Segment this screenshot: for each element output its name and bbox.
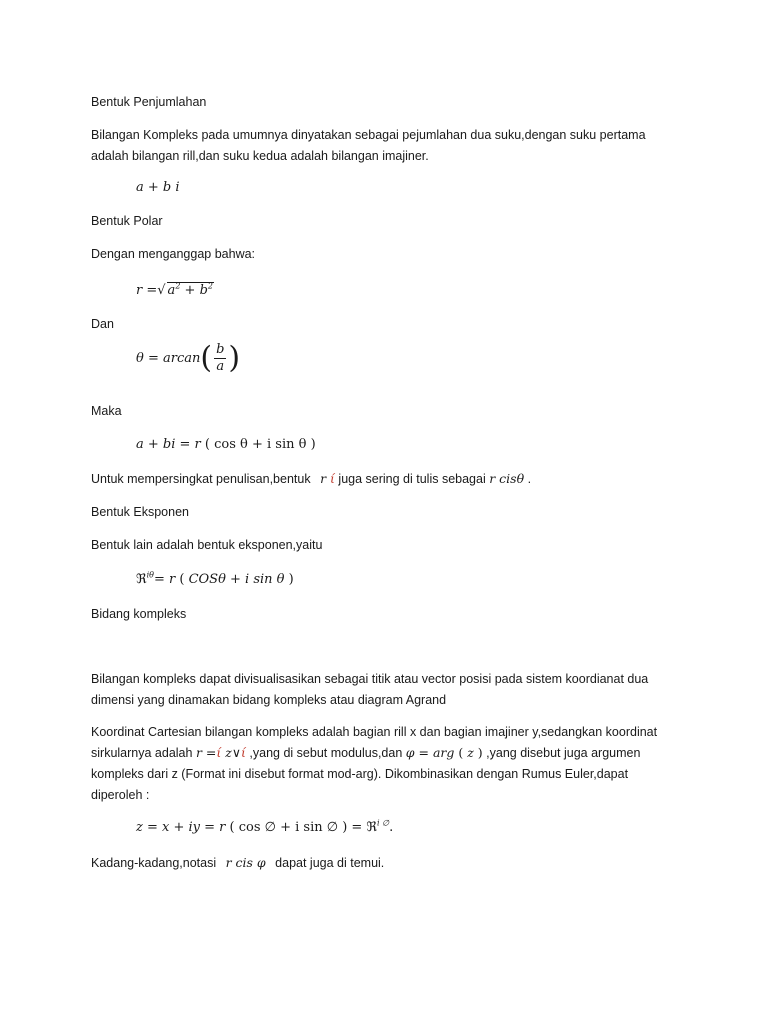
math-part: ί xyxy=(330,471,335,486)
right-paren: ) xyxy=(284,572,294,587)
math-part: ί xyxy=(241,745,246,760)
fraction xyxy=(214,342,226,375)
text-part: ,yang disebut juga argumen xyxy=(486,746,641,760)
left-paren: ( xyxy=(225,820,239,835)
paragraph-line: adalah bilangan rill,dan suku kedua adalah bilangan imajiner. xyxy=(91,149,429,163)
equation-part: = ℜ xyxy=(351,820,378,835)
exponent: iθ xyxy=(146,570,154,580)
paragraph-line xyxy=(91,471,531,487)
paragraph-line: Dan xyxy=(91,317,114,331)
exponent: 2 xyxy=(175,281,181,291)
text-part: dapat juga di temui. xyxy=(275,856,385,870)
left-paren: ( xyxy=(175,572,189,587)
equation-part: COSθ + i sin θ xyxy=(188,572,285,587)
equation-part: a + bi = r xyxy=(136,437,201,452)
text-part: ,yang di sebut modulus,dan xyxy=(249,746,403,760)
equation-part: = r xyxy=(153,572,176,587)
heading-bidang-kompleks: Bidang kompleks xyxy=(91,607,187,621)
paragraph-line: Bentuk lain adalah bentuk eksponen,yaitu xyxy=(91,538,323,552)
inline-math: r cisθ xyxy=(489,471,525,486)
text-part: juga sering di tulis sebagai xyxy=(338,472,486,486)
right-paren: ) xyxy=(306,437,316,452)
equation-euler xyxy=(136,820,393,836)
right-paren: ) xyxy=(338,820,352,835)
sqrt-symbol: √ xyxy=(157,283,166,298)
text-part: Kadang-kadang,notasi xyxy=(91,856,217,870)
exponent: 2 xyxy=(207,281,213,291)
heading-bentuk-penjumlahan: Bentuk Penjumlahan xyxy=(91,95,207,109)
sqrt-radicand xyxy=(167,282,214,299)
equation-part: cos θ + i sin θ xyxy=(214,437,307,452)
paragraph-line xyxy=(91,745,640,761)
inline-math: r cis φ xyxy=(225,855,266,870)
math-part: φ = arg xyxy=(405,745,455,760)
math-part: ί xyxy=(216,745,222,760)
paragraph-line xyxy=(91,855,384,871)
right-paren: ) xyxy=(473,745,483,760)
left-paren: ( xyxy=(454,745,468,760)
equation-part: b xyxy=(199,283,208,298)
numerator: b xyxy=(216,342,225,357)
text-part: Untuk mempersingkat penulisan,bentuk xyxy=(91,472,311,486)
equation-part: r = xyxy=(136,283,158,298)
equation-modulus xyxy=(136,282,214,299)
equation-part: z = x + iy = r xyxy=(136,820,226,835)
math-part: r xyxy=(320,471,327,486)
equation-part: cos ∅ + i sin ∅ xyxy=(238,820,339,835)
paragraph-line: Dengan menganggap bahwa: xyxy=(91,247,256,261)
left-paren: ( xyxy=(200,340,213,376)
equation-polar-form xyxy=(136,437,316,453)
left-paren: ( xyxy=(200,437,215,452)
heading-bentuk-polar: Bentuk Polar xyxy=(91,214,163,228)
math-part: ∨ xyxy=(231,745,242,760)
inline-math-arg xyxy=(406,745,483,760)
right-paren: ) xyxy=(228,340,241,376)
paragraph-line: Koordinat Cartesian bilangan kompleks adalah bagian rill x dan bagian imajiner y,sedangkan koordinat xyxy=(91,725,658,739)
equation-theta xyxy=(136,342,240,375)
paragraph-line: Maka xyxy=(91,404,122,418)
period: . xyxy=(524,472,532,486)
equation-part: + xyxy=(180,283,200,298)
equation-a-plus-bi: a + b i xyxy=(136,180,180,195)
text-part: sirkularnya adalah xyxy=(91,746,193,760)
paragraph-line: Bilangan kompleks dapat divisualisasikan sebagai titik atau vector posisi pada sistem koordianat dua xyxy=(91,672,649,686)
period: . xyxy=(389,820,394,835)
paragraph-line: kompleks dari z (Format ini disebut format mod-arg). Dikombinasikan dengan Rumus Euler,dapat xyxy=(91,767,629,781)
math-part: r = xyxy=(195,745,217,760)
heading-bentuk-eksponen: Bentuk Eksponen xyxy=(91,505,189,519)
denominator: a xyxy=(216,359,225,374)
inline-math-modulus xyxy=(196,745,246,760)
equation-part: θ = arcan xyxy=(136,351,201,366)
paragraph-line: diperoleh : xyxy=(91,788,150,802)
math-part: z xyxy=(225,745,232,760)
exponent: i ∅ xyxy=(377,818,390,828)
equation-part: a xyxy=(167,283,176,298)
equation-exponent xyxy=(136,572,294,588)
equation-part: ℜ xyxy=(136,572,147,587)
math-part: z xyxy=(467,745,474,760)
inline-math xyxy=(320,471,335,486)
paragraph-line: Bilangan Kompleks pada umumnya dinyatakan sebagai pejumlahan dua suku,dengan suku pertama xyxy=(91,128,646,142)
paragraph-line: dimensi yang dinamakan bidang kompleks atau diagram Agrand xyxy=(91,693,447,707)
